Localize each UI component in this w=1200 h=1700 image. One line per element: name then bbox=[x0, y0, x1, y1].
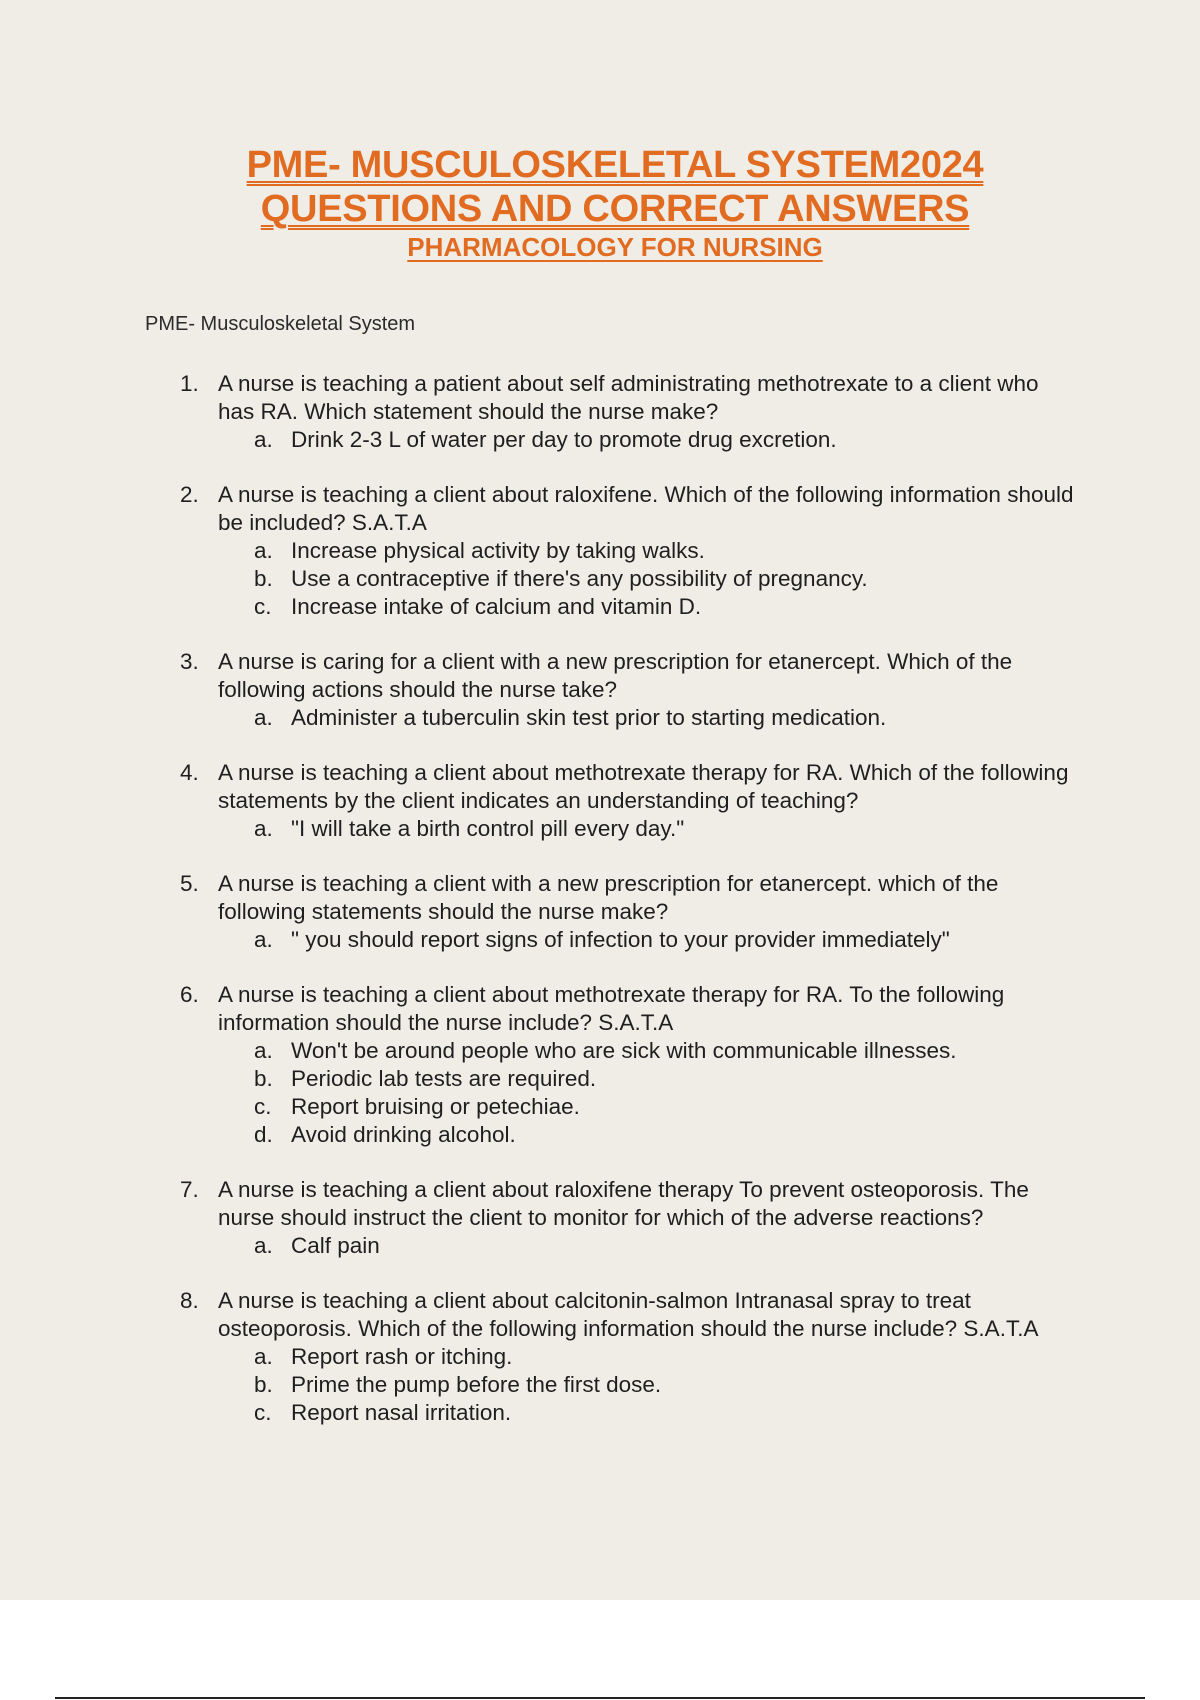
answer-item bbox=[254, 815, 1080, 843]
question-text: A nurse is teaching a client about raloxifene therapy To prevent osteoporosis. The nurse should instruct the client to monitor for which of the adverse reactions? bbox=[218, 1177, 1029, 1230]
answer-list bbox=[218, 1232, 1080, 1260]
question-number: 6. bbox=[180, 982, 199, 1007]
question-text: A nurse is teaching a client about methotrexate therapy for RA. To the following information should the nurse include? S.A.T.A bbox=[218, 982, 1005, 1035]
question-item bbox=[180, 648, 1080, 732]
question-item bbox=[180, 1176, 1080, 1260]
answer-letter: c. bbox=[254, 1094, 272, 1119]
answer-letter: a. bbox=[254, 1038, 273, 1063]
question-number: 3. bbox=[180, 649, 199, 674]
question-item bbox=[180, 981, 1080, 1149]
answer-letter: a. bbox=[254, 705, 273, 730]
answer-item bbox=[254, 1121, 1080, 1149]
answer-text: Calf pain bbox=[291, 1233, 380, 1258]
answer-item bbox=[254, 565, 1080, 593]
question-list bbox=[180, 370, 1080, 1454]
answer-letter: a. bbox=[254, 538, 273, 563]
answer-text: Report rash or itching. bbox=[291, 1344, 513, 1369]
question-number: 5. bbox=[180, 871, 199, 896]
answer-letter: a. bbox=[254, 816, 273, 841]
answer-item bbox=[254, 1232, 1080, 1260]
question-number: 4. bbox=[180, 760, 199, 785]
answer-item bbox=[254, 1093, 1080, 1121]
question-item bbox=[180, 1287, 1080, 1427]
question-number: 8. bbox=[180, 1288, 199, 1313]
question-number: 1. bbox=[180, 371, 199, 396]
answer-item bbox=[254, 1343, 1080, 1371]
answer-letter: a. bbox=[254, 1233, 273, 1258]
answer-letter: c. bbox=[254, 594, 272, 619]
answer-item bbox=[254, 1399, 1080, 1427]
answer-letter: b. bbox=[254, 1066, 273, 1091]
answer-text: " you should report signs of infection to your provider immediately" bbox=[291, 927, 950, 952]
answer-item bbox=[254, 926, 1080, 954]
question-item bbox=[180, 370, 1080, 454]
question-text: A nurse is teaching a client about calcitonin-salmon Intranasal spray to treat osteoporosis. Which of the following information should the nurse include? S.A.T.A bbox=[218, 1288, 1039, 1341]
answer-letter: a. bbox=[254, 427, 273, 452]
answer-item bbox=[254, 593, 1080, 621]
answer-list bbox=[218, 426, 1080, 454]
answer-letter: a. bbox=[254, 927, 273, 952]
footer-divider bbox=[55, 1697, 1145, 1699]
answer-text: Periodic lab tests are required. bbox=[291, 1066, 597, 1091]
question-item bbox=[180, 481, 1080, 621]
answer-list bbox=[218, 926, 1080, 954]
question-text: A nurse is teaching a client with a new prescription for etanercept. which of the following statements should the nurse make? bbox=[218, 871, 999, 924]
answer-letter: b. bbox=[254, 566, 273, 591]
answer-text: "I will take a birth control pill every day." bbox=[291, 816, 685, 841]
answer-text: Administer a tuberculin skin test prior to starting medication. bbox=[291, 705, 887, 730]
question-text: A nurse is teaching a client about raloxifene. Which of the following information should be included? S.A.T.A bbox=[218, 482, 1074, 535]
question-text: A nurse is caring for a client with a new prescription for etanercept. Which of the following actions should the nurse take? bbox=[218, 649, 1013, 702]
answer-text: Use a contraceptive if there's any possibility of pregnancy. bbox=[291, 566, 868, 591]
answer-text: Report bruising or petechiae. bbox=[291, 1094, 580, 1119]
title-block bbox=[0, 143, 1200, 263]
answer-text: Increase intake of calcium and vitamin D. bbox=[291, 594, 702, 619]
answer-item bbox=[254, 1037, 1080, 1065]
answer-text: Increase physical activity by taking walks. bbox=[291, 538, 705, 563]
answer-list bbox=[218, 1037, 1080, 1149]
question-number: 2. bbox=[180, 482, 199, 507]
answer-list bbox=[218, 815, 1080, 843]
answer-item bbox=[254, 426, 1080, 454]
answer-list bbox=[218, 537, 1080, 621]
answer-list bbox=[218, 704, 1080, 732]
answer-letter: d. bbox=[254, 1122, 273, 1147]
answer-text: Avoid drinking alcohol. bbox=[291, 1122, 516, 1147]
question-number: 7. bbox=[180, 1177, 199, 1202]
answer-text: Drink 2-3 L of water per day to promote drug excretion. bbox=[291, 427, 837, 452]
answer-text: Won't be around people who are sick with communicable illnesses. bbox=[291, 1038, 957, 1063]
answer-item bbox=[254, 704, 1080, 732]
answer-item bbox=[254, 1065, 1080, 1093]
answer-letter: a. bbox=[254, 1344, 273, 1369]
answer-letter: c. bbox=[254, 1400, 272, 1425]
question-text: A nurse is teaching a client about methotrexate therapy for RA. Which of the following statements by the client indicates an understanding of teaching? bbox=[218, 760, 1069, 813]
answer-list bbox=[218, 1343, 1080, 1427]
answer-item bbox=[254, 1371, 1080, 1399]
question-item bbox=[180, 870, 1080, 954]
document-subtitle: PHARMACOLOGY FOR NURSING bbox=[407, 232, 823, 262]
answer-text: Prime the pump before the first dose. bbox=[291, 1372, 662, 1397]
section-label: PME- Musculoskeletal System bbox=[145, 313, 416, 335]
question-item bbox=[180, 759, 1080, 843]
answer-letter: b. bbox=[254, 1372, 273, 1397]
document-title-line-2: QUESTIONS AND CORRECT ANSWERS bbox=[260, 188, 970, 230]
document-title-line-1: PME- MUSCULOSKELETAL SYSTEM2024 bbox=[246, 144, 984, 186]
answer-item bbox=[254, 537, 1080, 565]
question-text: A nurse is teaching a patient about self administrating methotrexate to a client who has RA. Which statement should the nurse make? bbox=[218, 371, 1039, 424]
answer-text: Report nasal irritation. bbox=[291, 1400, 512, 1425]
